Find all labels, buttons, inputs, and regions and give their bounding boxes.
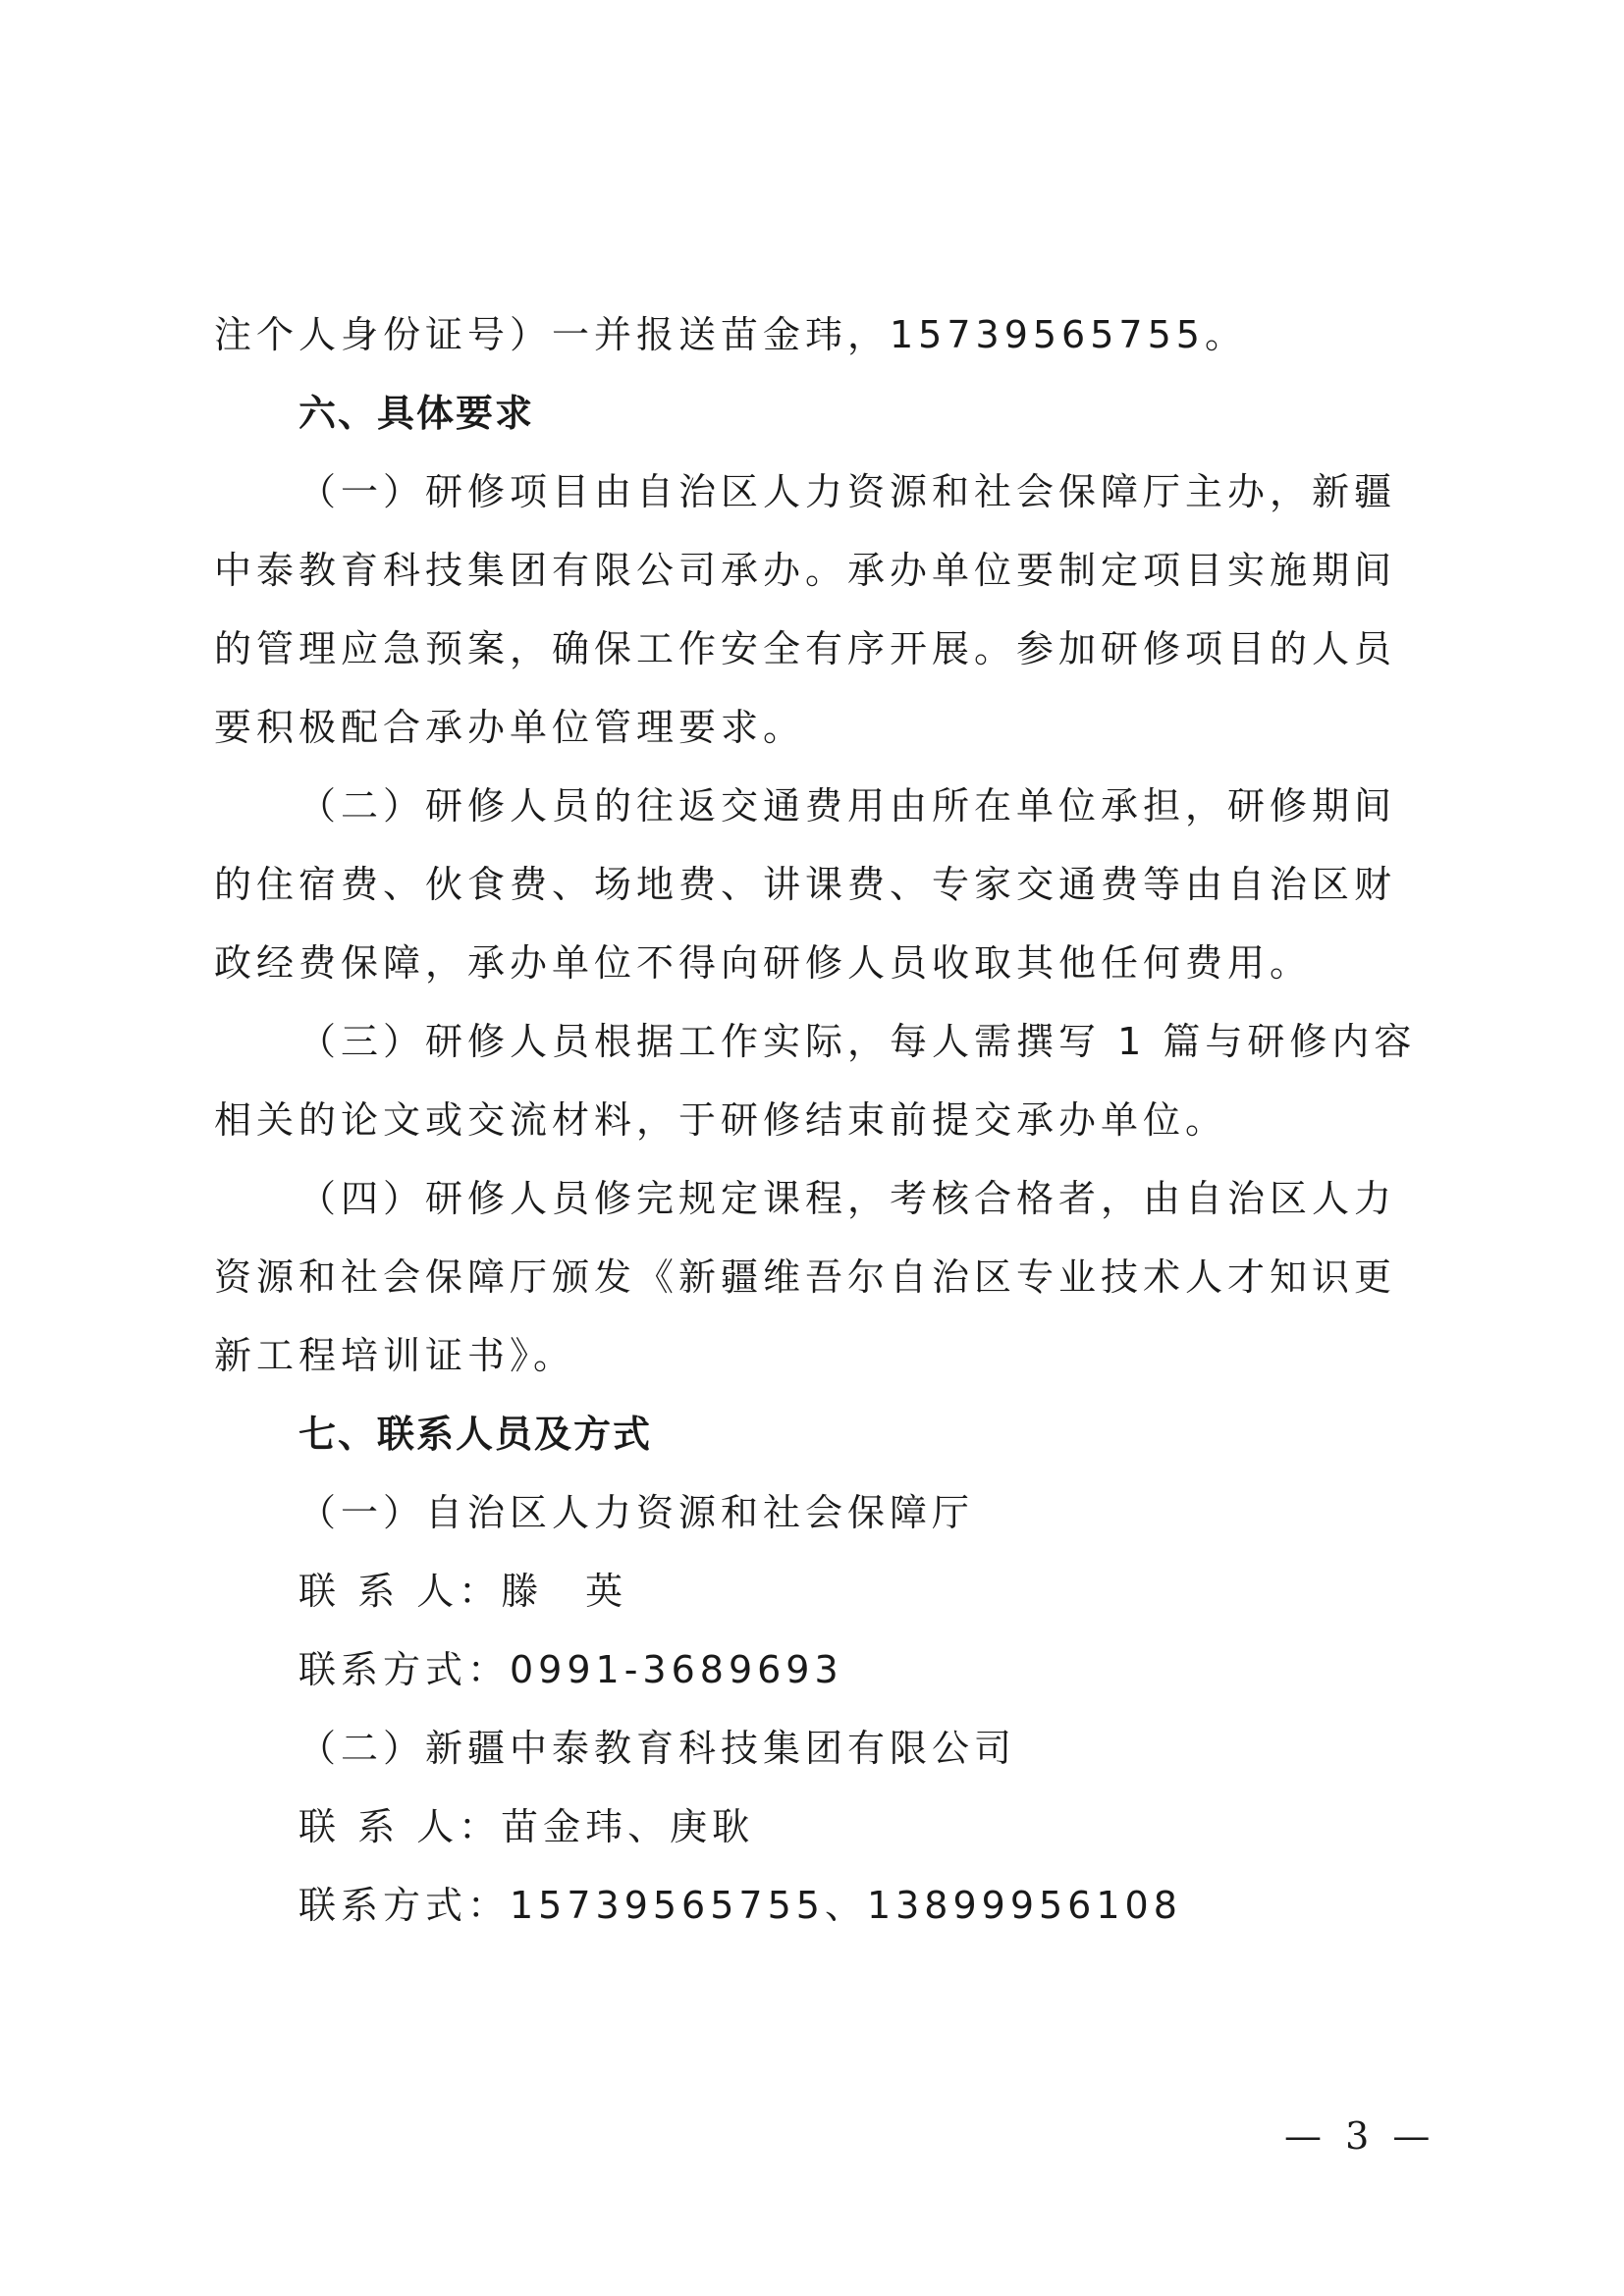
- page-number: — 3 —: [1284, 2114, 1436, 2158]
- contact-phone-1: 联系方式：0991-3689693: [298, 1648, 843, 1691]
- text-line: 注个人身份证号）一并报送苗金玮，15739565755。: [214, 313, 1247, 356]
- contact-person-2: 联 系 人：苗金玮、庚耿: [298, 1805, 755, 1848]
- text-line: 新工程培训证书》。: [214, 1334, 576, 1377]
- contact-person-1: 联 系 人：滕 英: [298, 1570, 628, 1613]
- text-line: （三）研修人员根据工作实际，每人需撰写 1 篇与研修内容: [298, 1020, 1417, 1063]
- section-heading-contacts: 七、联系人员及方式: [298, 1413, 653, 1456]
- section-heading-requirements: 六、具体要求: [298, 392, 535, 435]
- text-line: 相关的论文或交流材料，于研修结束前提交承办单位。: [214, 1098, 1228, 1142]
- text-line: 的管理应急预案，确保工作安全有序开展。参加研修项目的人员: [214, 627, 1397, 670]
- text-line: 资源和社会保障厅颁发《新疆维吾尔自治区专业技术人才知识更: [214, 1255, 1397, 1299]
- contact-org-2: （二）新疆中泰教育科技集团有限公司: [298, 1727, 1017, 1770]
- text-line: （二）研修人员的往返交通费用由所在单位承担，研修期间: [298, 784, 1397, 828]
- text-line: 的住宿费、伙食费、场地费、讲课费、专家交通费等由自治区财: [214, 863, 1397, 906]
- text-line: 要积极配合承办单位管理要求。: [214, 706, 806, 749]
- text-line: （四）研修人员修完规定课程，考核合格者，由自治区人力: [298, 1177, 1397, 1220]
- contact-phone-2: 联系方式：15739565755、13899956108: [298, 1884, 1182, 1927]
- text-line: 中泰教育科技集团有限公司承办。承办单位要制定项目实施期间: [214, 549, 1397, 592]
- contact-org-1: （一）自治区人力资源和社会保障厅: [298, 1491, 975, 1534]
- text-line: 政经费保障，承办单位不得向研修人员收取其他任何费用。: [214, 941, 1313, 985]
- text-line: （一）研修项目由自治区人力资源和社会保障厅主办，新疆: [298, 470, 1397, 513]
